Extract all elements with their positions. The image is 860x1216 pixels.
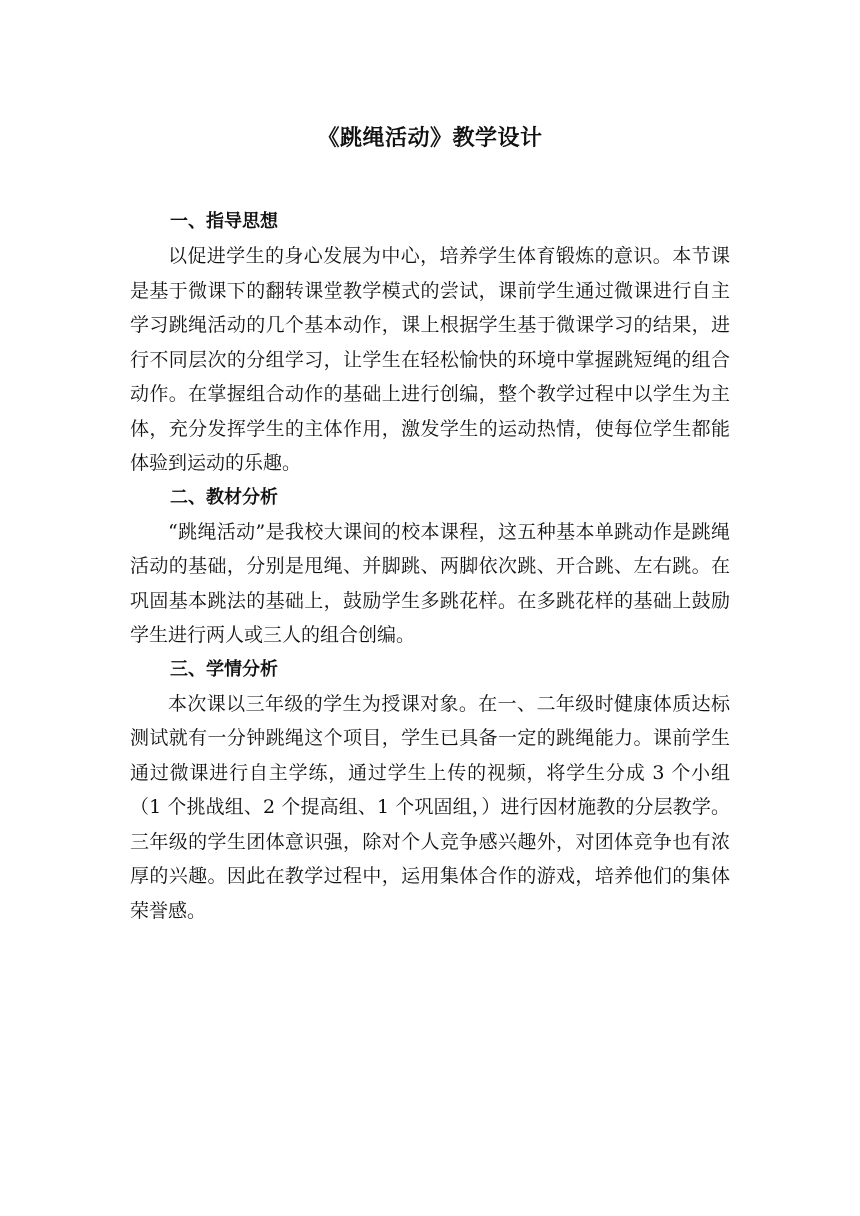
section-guiding-ideology: [130, 205, 730, 481]
section-paragraph: 以促进学生的身心发展为中心，培养学生体育锻炼的意识。本节课是基于微课下的翻转课堂教学模式的尝试，课前学生通过微课进行自主学习跳绳活动的几个基本动作，课上根据学生基于微课学习的结果，进行不同层次的分组学习，让学生在轻松愉快的环境中掌握跳短绳的组合动作。在掌握组合动作的基础上进行创编，整个教学过程中以学生为主体，充分发挥学生的主体作用，激发学生的运动热情，使每位学生都能体验到运动的乐趣。: [130, 245, 730, 474]
section-student-analysis: [130, 653, 730, 929]
section-heading: 一、指导思想: [170, 211, 278, 232]
section-heading: 二、教材分析: [170, 486, 278, 508]
section-paragraph: 本次课以三年级的学生为授课对象。在一、二年级时健康体质达标测试就有一分钟跳绳这个项目，学生已具备一定的跳绳能力。课前学生通过微课进行自主学练，通过学生上传的视频，将学生分成 3 个小组（1 个挑战组、2 个提高组、1 个巩固组，）进行因材施教的分层教学。三年级的学生团体意识强，除对个人竞争感兴趣外，对团体竞争也有浓厚的兴趣。因此在教学过程中，运用集体合作的游戏，培养他们的集体荣誉感。: [130, 692, 730, 922]
document-title: 《跳绳活动》教学设计: [317, 125, 543, 151]
section-material-analysis: [130, 481, 730, 653]
document-body: [130, 205, 730, 928]
section-heading: 三、学情分析: [170, 658, 278, 680]
section-paragraph: “跳绳活动”是我校大课间的校本课程，这五种基本单跳动作是跳绳活动的基础，分别是甩绳、并脚跳、两脚依次跳、开合跳、左右跳。在巩固基本跳法的基础上，鼓励学生多跳花样。在多跳花样的基础上鼓励学生进行两人或三人的组合创编。: [130, 520, 730, 646]
